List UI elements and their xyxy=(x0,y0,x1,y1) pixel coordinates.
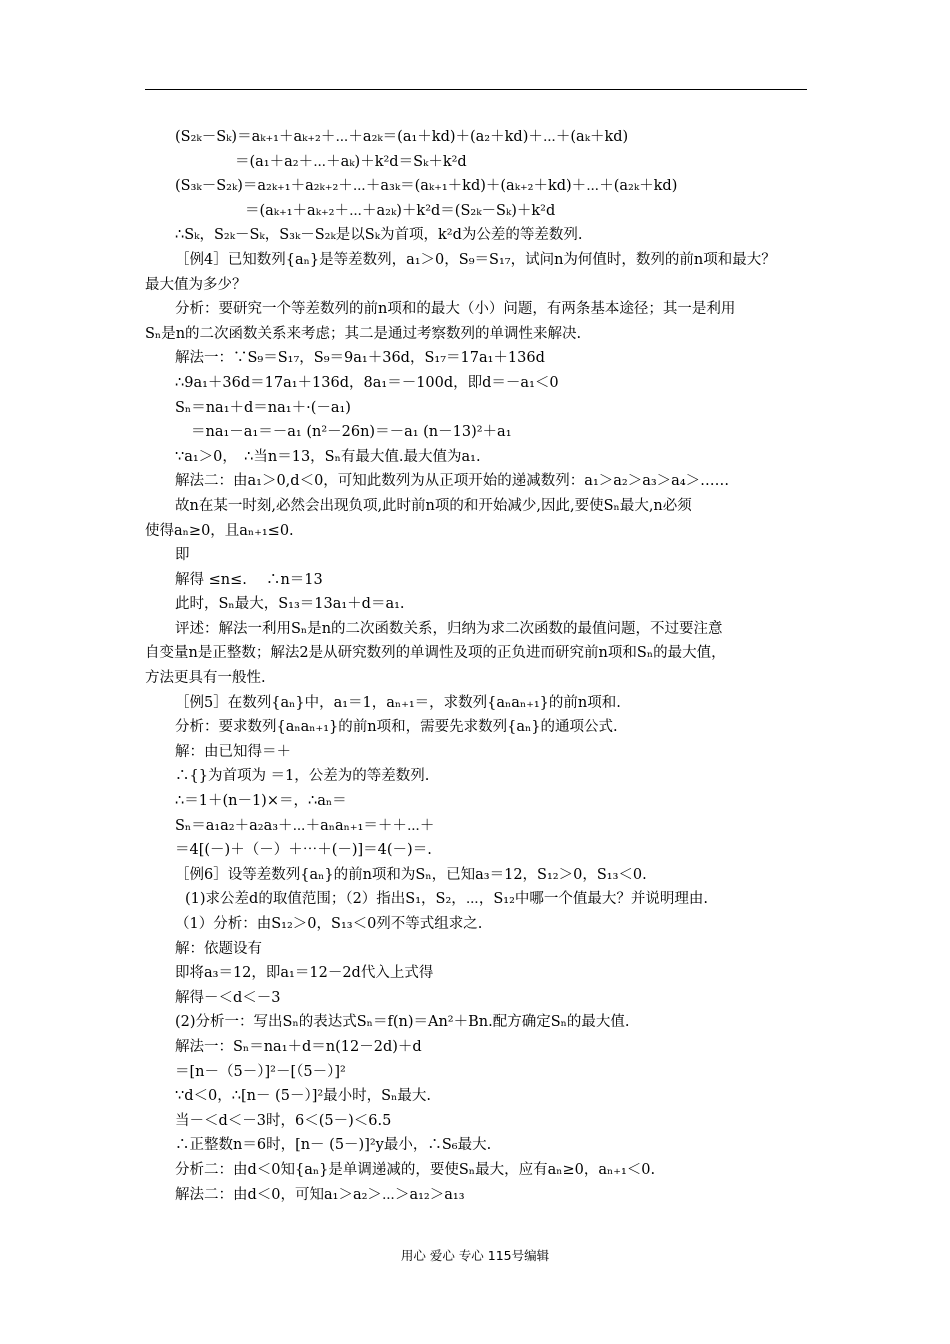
text-line: ［例4］已知数列{aₙ}是等差数列，a₁＞0，S₉＝S₁₇，试问n为何值时，数列的前n项和最大？ xyxy=(175,251,776,268)
text-line: (2)分析一：写出Sₙ的表达式Sₙ＝f(n)＝An²＋Bn.配方确定Sₙ的最大值. xyxy=(175,1014,630,1031)
text-line: 当－＜d＜－3时，6＜(5－)＜6.5 xyxy=(175,1112,392,1129)
text-line: ∴Sₖ，S₂ₖ－Sₖ，S₃ₖ－S₂ₖ是以Sₖ为首项，k²d为公差的等差数列. xyxy=(175,227,583,244)
text-line: Sₙ＝na₁＋d＝na₁＋·(－a₁) xyxy=(175,399,351,416)
text-line: ［例6］设等差数列{aₙ}的前n项和为Sₙ，已知a₃＝12，S₁₂＞0，S₁₃＜0. xyxy=(175,866,647,883)
text-line: 解得 ≤n≤. ∴n＝13 xyxy=(175,571,323,588)
text-line: 最大值为多少？ xyxy=(145,276,247,293)
text-line: 解法二：由a₁＞0,d＜0，可知此数列为从正项开始的递减数列：a₁＞a₂＞a₃＞a₄＞…… xyxy=(175,473,730,490)
text-line: ∴{}为首项为 ＝1，公差为的等差数列. xyxy=(175,768,430,785)
text-line: 自变量n是正整数；解法2是从研究数列的单调性及项的正负进而研究前n项和Sₙ的最大值， xyxy=(145,645,726,662)
text-line: 分析二：由d＜0知{aₙ}是单调递减的，要使Sₙ最大，应有aₙ≥0，aₙ₊₁＜0. xyxy=(175,1161,656,1178)
text-line: 分析：要求数列{aₙaₙ₊₁}的前n项和，需要先求数列{aₙ}的通项公式. xyxy=(175,719,618,736)
text-line: 解法一：Sₙ＝na₁＋d＝n(12－2d)＋d xyxy=(175,1038,422,1055)
text-line: ＝4[(－)＋（－）＋⋯＋(－)]＝4(－)＝. xyxy=(175,842,432,859)
document-body xyxy=(145,125,807,1207)
text-line: (S₂ₖ－Sₖ)＝aₖ₊₁＋aₖ₊₂＋⋯＋a₂ₖ＝(a₁＋kd)＋(a₂＋kd)＋⋯＋(aₖ＋kd) xyxy=(175,129,629,145)
text-line: ＝(aₖ₊₁＋aₖ₊₂＋⋯＋a₂ₖ)＋k²d＝(S₂ₖ－Sₖ)＋k²d xyxy=(245,202,556,219)
text-line: 解法二：由d＜0，可知a₁＞a₂＞⋯＞a₁₂＞a₁₃ xyxy=(175,1186,465,1203)
text-line: 评述：解法一利用Sₙ是n的二次函数关系，归纳为求二次函数的最值问题，不过要注意 xyxy=(175,620,723,637)
text-line: 即将a₃＝12，即a₁＝12－2d代入上式得 xyxy=(175,965,434,982)
text-line: (1)求公差d的取值范围；（2）指出S₁，S₂，⋯，S₁₂中哪一个值最大？并说明理由. xyxy=(185,891,709,908)
text-line: Sₙ是n的二次函数关系来考虑；其二是通过考察数列的单调性来解决. xyxy=(145,325,582,342)
text-line: ∴9a₁＋36d＝17a₁＋136d，8a₁＝－100d，即d＝－a₁＜0 xyxy=(175,374,559,391)
text-line: 分析：要研究一个等差数列的前n项和的最大（小）问题，有两条基本途径；其一是利用 xyxy=(175,301,736,318)
header-rule xyxy=(145,89,807,90)
text-line: ∵a₁＞0， ∴当n＝13，Sₙ有最大值.最大值为a₁. xyxy=(175,448,481,465)
text-line: Sₙ＝a₁a₂＋a₂a₃＋⋯＋aₙaₙ₊₁＝＋＋⋯＋ xyxy=(175,817,435,834)
text-line: ∴＝1＋(n－1)×＝，∴aₙ＝ xyxy=(175,793,347,810)
text-line: ［例5］在数列{aₙ}中，a₁＝1，aₙ₊₁＝，求数列{aₙaₙ₊₁}的前n项和. xyxy=(175,694,621,711)
text-line: （1）分析：由S₁₂＞0，S₁₃＜0列不等式组求之. xyxy=(175,916,483,932)
text-line: 使得aₙ≥0，且aₙ₊₁≤0. xyxy=(145,522,294,539)
page-footer: 用心 爱心 专心 115号编辑 xyxy=(400,1248,550,1263)
text-line: 故n在某一时刻,必然会出现负项,此时前n项的和开始减少,因此,要使Sₙ最大,n必须 xyxy=(175,497,692,514)
text-line: ∵d＜0，∴[n－ (5－）]²最小时，Sₙ最大. xyxy=(175,1088,431,1105)
text-line: (S₃ₖ－S₂ₖ)＝a₂ₖ₊₁＋a₂ₖ₊₂＋⋯＋a₃ₖ＝(aₖ₊₁＋kd)＋(aₖ₊₂＋kd)＋⋯＋(a₂ₖ＋kd) xyxy=(175,178,678,195)
text-line: 解得－＜d＜－3 xyxy=(175,989,281,1006)
text-line: 解：依题设有 xyxy=(175,940,262,957)
text-line: ＝[n－（5－）]²－[（5－）]² xyxy=(175,1063,346,1080)
text-line: 方法更具有一般性. xyxy=(145,670,266,687)
text-line: 即 xyxy=(175,547,190,564)
text-line: ∴正整数n＝6时，[n－ (5－)]²y最小，∴S₆最大. xyxy=(175,1137,492,1154)
text-line: ＝(a₁＋a₂＋⋯＋aₖ)＋k²d＝Sₖ＋k²d xyxy=(235,153,467,170)
text-line: 此时，Sₙ最大，S₁₃＝13a₁＋d＝a₁. xyxy=(175,596,405,613)
text-line: 解：由已知得＝＋ xyxy=(175,743,291,760)
text-line: ＝na₁－a₁＝－a₁ (n²－26n)＝－a₁ (n－13)²＋a₁ xyxy=(191,424,512,441)
text-line: 解法一：∵S₉＝S₁₇，S₉＝9a₁＋36d，S₁₇＝17a₁＋136d xyxy=(175,350,545,367)
